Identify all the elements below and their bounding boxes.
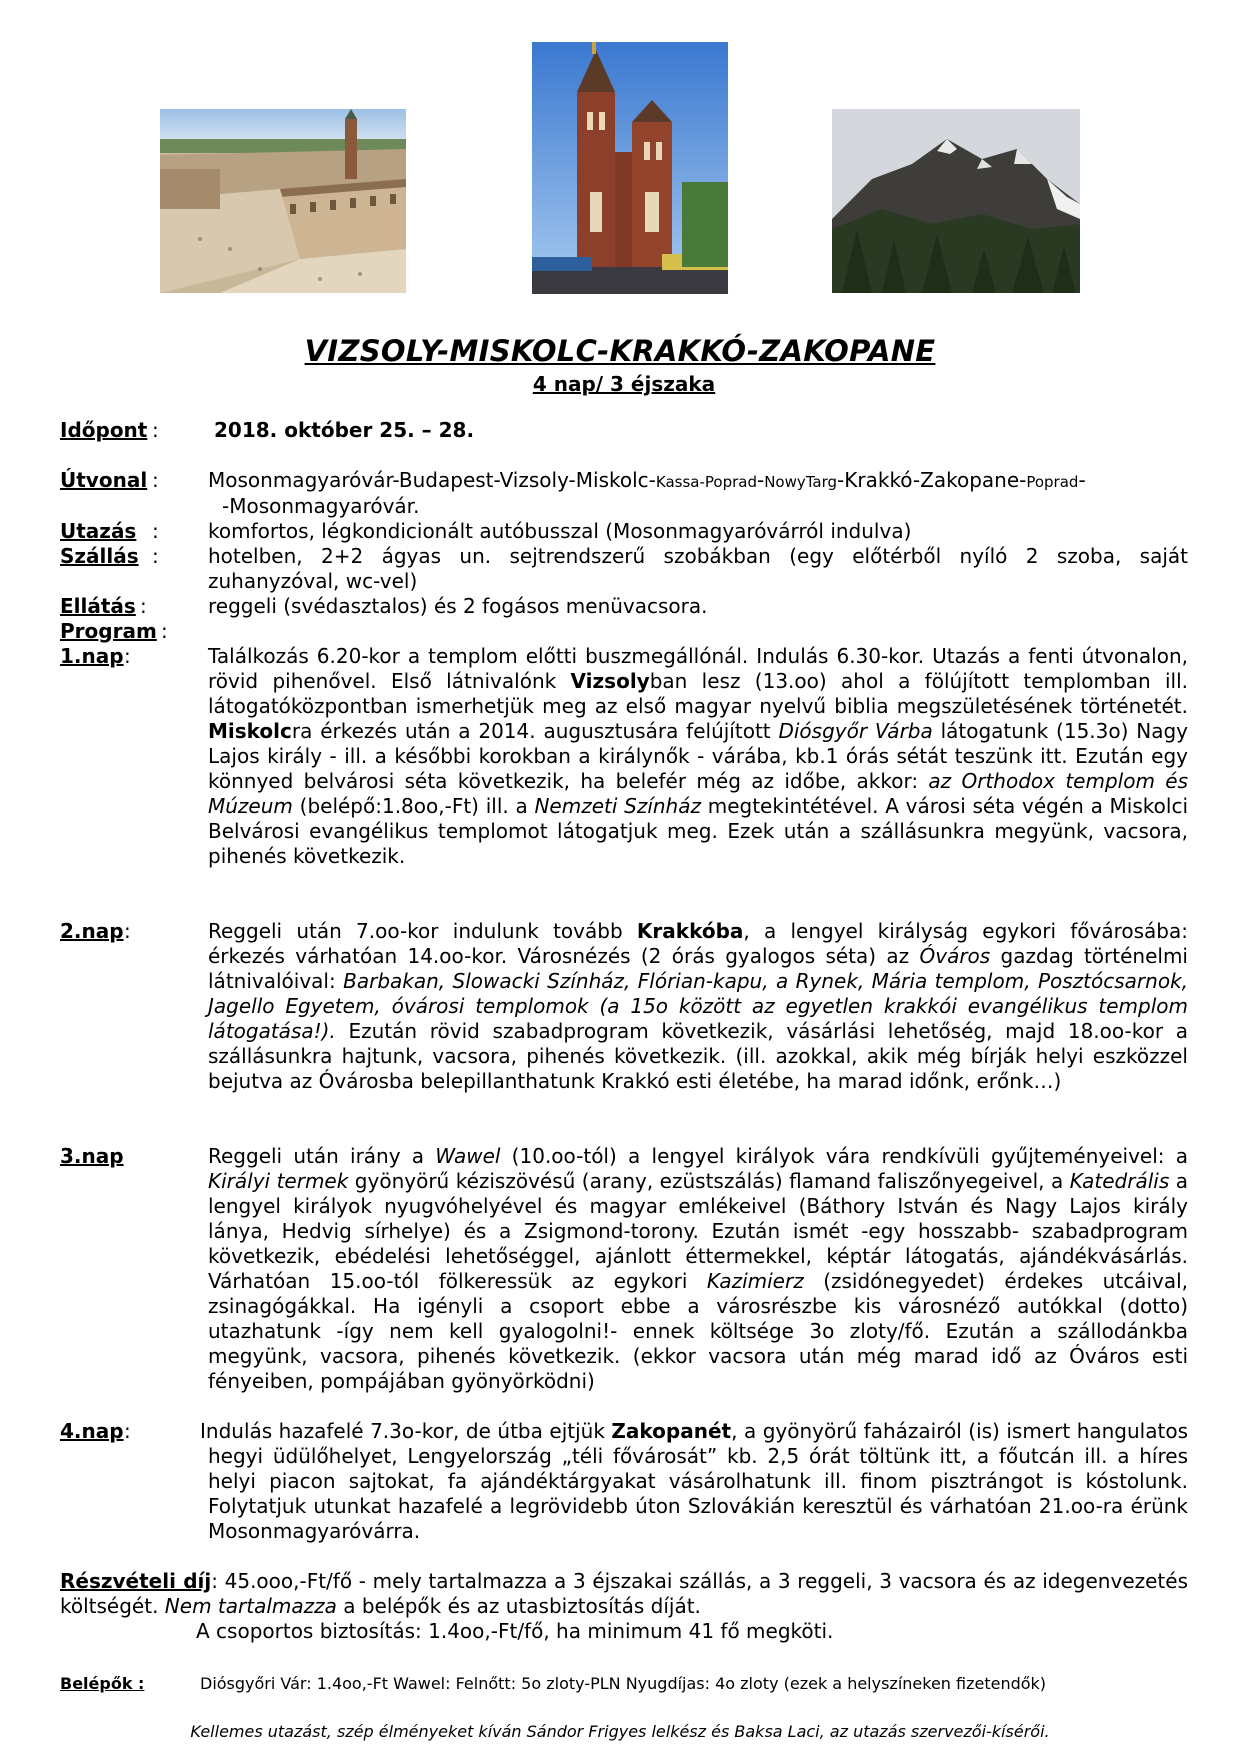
place-wawel: Wawel bbox=[435, 1144, 501, 1168]
fee-paragraph bbox=[60, 1569, 1188, 1619]
place-orthodox: az Orthodox templom és Múzeum bbox=[208, 769, 1188, 818]
label-day4: 4.nap bbox=[60, 1419, 124, 1443]
not-included: Nem tartalmazza bbox=[164, 1594, 337, 1618]
label-idopont: Időpont bbox=[60, 418, 148, 442]
day4-description bbox=[200, 1419, 1188, 1544]
colon: : bbox=[124, 1419, 131, 1443]
label-ellatas: Ellátás bbox=[60, 594, 136, 618]
place-miskolc: Miskolc bbox=[208, 719, 292, 743]
colon: : bbox=[152, 468, 159, 492]
krakow-market-square-photo bbox=[160, 109, 406, 293]
day2-description bbox=[208, 919, 1188, 1094]
text-run: a lengyel királyok nyugvóhelyével és magyar emlékeivel (Báthory István és Nagy Lajos király lánya, Hedvig sírhelye) és a Zsigmond-torony. Ezután ismét -egy hosszabb- szabadprogram következik, ebédelési lehetőséggel, ajánlott éttermekkel, képtár látogatás, ajándékvásárlás. Várhatóan 15.oo-tól fölkeressük az egykori bbox=[208, 1169, 1188, 1293]
route-segment-small: Kassa-Poprad bbox=[655, 473, 757, 491]
colon: : bbox=[161, 619, 168, 643]
travel-value: komfortos, légkondicionált autóbusszal (Mosonmagyaróvárról indulva) bbox=[208, 519, 912, 543]
closing-note: Kellemes utazást, szép élményeket kíván Sándor Frigyes lelkész és Baksa Laci, az utazás szervezői-kísérői. bbox=[190, 1722, 1050, 1741]
label-day1: 1.nap bbox=[60, 644, 124, 668]
route-segment: -Krakkó-Zakopane- bbox=[837, 468, 1027, 492]
entrance-fees-value: Diósgyőri Vár: 1.4oo,-Ft Wawel: Felnőtt: 5o zloty-PLN Nyugdíjas: 4o zloty (ezek a helyszíneken fizetendők) bbox=[200, 1674, 1047, 1693]
text-run: : 45.ooo,-Ft/fő - mely tartalmazza a 3 éjszakai szállás, a 3 reggeli, 3 vacsora és az idegenvezetés költségét. bbox=[60, 1569, 1188, 1618]
label-day2: 2.nap bbox=[60, 919, 124, 943]
colon: : bbox=[152, 544, 159, 568]
place-krakko: Krakkóba bbox=[636, 919, 744, 943]
label-program: Program bbox=[60, 619, 157, 643]
day1-description bbox=[208, 644, 1188, 869]
label-day3: 3.nap bbox=[60, 1144, 124, 1168]
text-run: , a lengyel királyság egykori fővárosába: érkezés várhatóan 14.oo-kor. Városnézés (2 órás gyalogos séta) az bbox=[208, 919, 1188, 968]
text-run: , a gyönyörű faházairól (is) ismert hangulatos hegyi üdülőhelyet, Lengyelország „téli fővárosát” kb. 2,5 órát töltünk itt, a főutcán ill. a híres helyi piacon sajtokat, fa ajándéktárgyakat vásárolhatunk ill. finom pisztrángot is kóstolunk. Folytatjuk utunkat hazafelé a legrövidebb úton Szlovákián keresztül és várhatóan 21.oo-ra érünk Mosonmagyaróvárra. bbox=[208, 1419, 1188, 1543]
text-run: Indulás hazafelé 7.3o-kor, de útba ejtjük bbox=[200, 1419, 612, 1443]
label-entrance-fees: Belépők : bbox=[60, 1674, 145, 1693]
text-run: (zsidónegyedet) érdekes utcáival, zsinagógákkal. Ha igényli a csoport ebbe a városrészbe kis városnéző autókkal (dotto) utazhatunk -így nem kell gyalogolni!- ennek költsége 3o zloty/fő. Ezután a szállodánkba megyünk, vacsora, pihenés következik. (ekkor vacsora után még marad idő az Óváros esti fényeiben, pompájában gyönyörködni) bbox=[208, 1269, 1189, 1393]
colon: : bbox=[124, 919, 131, 943]
date-value: 2018. október 25. – 28. bbox=[214, 418, 475, 442]
day3-description bbox=[208, 1144, 1188, 1394]
route-segment-small: Poprad bbox=[1026, 473, 1079, 491]
colon: : bbox=[152, 519, 159, 543]
st-marys-basilica-photo bbox=[532, 42, 728, 294]
route-segment-small: NowyTarg bbox=[764, 473, 838, 491]
text-run: gazdag történelmi látnivalóival: bbox=[208, 944, 1188, 993]
meals-value: reggeli (svédasztalos) és 2 fogásos menüvacsora. bbox=[208, 594, 708, 618]
text-run: ban lesz (13.oo) ahol a fölújított templomban ill. látogatóközpontban ismerhetjük meg az első magyar nyelvű biblia megszületésének történetét. bbox=[208, 669, 1188, 718]
text-run: ra érkezés után a 2014. augusztusára felújított bbox=[291, 719, 779, 743]
place-ovaros: Óváros bbox=[919, 944, 991, 968]
colon: : bbox=[152, 418, 159, 442]
text-run: (belépő:1.8oo,-Ft) ill. a bbox=[292, 794, 535, 818]
route-value-line2: -Mosonmagyaróvár. bbox=[222, 494, 420, 518]
route-separator: - bbox=[756, 468, 765, 492]
text-run: Reggeli után 7.oo-kor indulunk tovább bbox=[208, 919, 637, 943]
route-value bbox=[208, 468, 1086, 495]
accommodation-value: hotelben, 2+2 ágyas un. sejtrendszerű szobákban (egy előtérből nyíló 2 szoba, saját zuhanyzóval, wc-vel) bbox=[208, 544, 1188, 593]
label-fee: Részvételi díj bbox=[60, 1569, 212, 1593]
label-utazas: Utazás bbox=[60, 519, 137, 543]
route-separator: - bbox=[1078, 468, 1086, 492]
place-theatre: Nemzeti Színház bbox=[534, 794, 701, 818]
text-run: megtekintétével. A városi séta végén a Miskolci Belvárosi evangélikus templomot látogatjuk meg. Ezek után a szállásunkra megyünk, vacsora, pihenés következik. bbox=[208, 794, 1189, 868]
sights-list: Barbakan, Slowacki Színház, Flórian-kapu, a Rynek, Mária templom, Posztócsarnok, Jagello Egyetem, óvárosi templomok (a 15o között az egyetlen krakkói evangélikus templom látogatása!). bbox=[208, 969, 1189, 1043]
tatra-mountains-illustration bbox=[832, 109, 1080, 293]
krakow-market-square-illustration bbox=[160, 109, 406, 293]
colon: : bbox=[140, 594, 147, 618]
text-run: gyönyörű kéziszövésű (arany, ezüstszálás) flamand faliszőnyegeivel, a bbox=[348, 1169, 1070, 1193]
page-title: VIZSOLY-MISKOLC-KRAKKÓ-ZAKOPANE bbox=[304, 334, 936, 368]
text-run: Reggeli után irány a bbox=[208, 1144, 436, 1168]
place-royal-chambers: Királyi termek bbox=[208, 1169, 349, 1193]
place-diosgyor: Diósgyőr Várba bbox=[778, 719, 933, 743]
route-segment: Mosonmagyaróvár-Budapest-Vizsoly-Miskolc- bbox=[208, 468, 656, 492]
label-utvonal: Útvonal bbox=[60, 468, 148, 492]
label-szallas: Szállás bbox=[60, 544, 139, 568]
place-zakopane: Zakopanét bbox=[611, 1419, 732, 1443]
place-kazimierz: Kazimierz bbox=[706, 1269, 804, 1293]
st-marys-basilica-illustration bbox=[532, 42, 728, 294]
text-run: (10.oo-tól) a lengyel királyok vára rendkívüli gyűjteményeivel: a bbox=[500, 1144, 1188, 1168]
text-run: Találkozás 6.20-kor a templom előtti buszmegállónál. Indulás 6.30-kor. Utazás a fenti útvonalon, rövid pihenővel. Első látnivalónk bbox=[208, 644, 1188, 693]
place-vizsoly: Vizsoly bbox=[570, 669, 650, 693]
tatra-mountains-photo bbox=[832, 109, 1080, 293]
page-subtitle: 4 nap/ 3 éjszaka bbox=[532, 372, 716, 396]
text-run: a belépők és az utasbiztosítás díját. bbox=[336, 1594, 701, 1618]
place-cathedral: Katedrális bbox=[1069, 1169, 1170, 1193]
colon: : bbox=[124, 644, 131, 668]
insurance-note: A csoportos biztosítás: 1.4oo,-Ft/fő, ha minimum 41 fő megköti. bbox=[196, 1619, 834, 1643]
text-run: látogatunk (15.3o) Nagy Lajos király - ill. a későbbi korokban a királynők - várába, kb.1 órás sétát teszünk itt. Ezután egy könnyed belvárosi séta következik, ha belefér még az időbe, akkor: bbox=[208, 719, 1189, 793]
text-run: Ezután rövid szabadprogram következik, vásárlási lehetőség, majd 18.oo-kor a szállásunkra hajtunk, vacsora, pihenés következik. (ill. azokkal, akik még bírják helyi eszközzel bejutva az Óvárosba belepillanthatunk Krakkó esti életébe, ha marad időnk, erőnk…) bbox=[208, 1019, 1188, 1093]
